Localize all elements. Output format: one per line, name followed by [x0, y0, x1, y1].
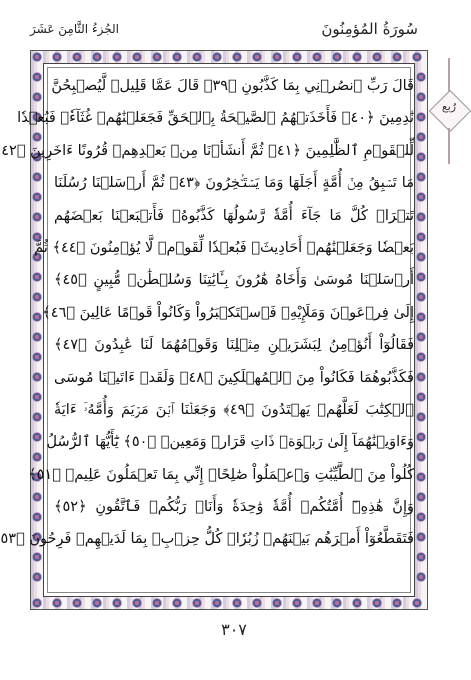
text-line: تَتۡرَاۖ كُلَّ مَا جَآءَ أُمَّةٗ رَّسُولُهَا كَذَّبُوهُۖ فَأَتۡبَعۡنَا بَعۡضَهُم	[54, 207, 414, 224]
surah-title: سُورَةُ المُؤمِنُونَ	[321, 20, 418, 38]
frame-rosette-icon	[92, 598, 102, 608]
text-line: ٱلۡكِتَٰبَ لَعَلَّهُمۡ يَهۡتَدُونَ ﴿٤٩﴾ وَجَعَلۡنَا ٱبۡنَ مَرۡيَمَ وَأُمَّهُۥٓ ءَايَةٗ	[54, 401, 414, 418]
frame-rosette-icon	[32, 52, 42, 62]
frame-rosette-icon	[252, 52, 262, 62]
frame-rosette-icon	[416, 332, 426, 342]
frame-rosette-icon	[272, 598, 282, 608]
frame-rosette-icon	[352, 598, 362, 608]
frame-rosette-icon	[32, 92, 42, 102]
frame-rosette-icon	[292, 52, 302, 62]
frame-rosette-icon	[52, 598, 62, 608]
text-line: أَرۡسَلۡنَا مُوسَىٰ وَأَخَاهُ هَٰرُونَ بِـَٔايَٰتِنَا وَسُلۡطَٰنٖ مُّبِينٍ ﴿٤٥﴾	[54, 272, 414, 289]
frame-rosette-icon	[332, 52, 342, 62]
frame-rosette-icon	[112, 52, 122, 62]
frame-rosette-icon	[72, 52, 82, 62]
frame-rosette-icon	[272, 52, 282, 62]
frame-rosette-icon	[416, 532, 426, 542]
text-line: فَكَذَّبُوهُمَا فَكَانُواْ مِنَ ٱلۡمُهۡلَكِينَ ﴿٤٨﴾ وَلَقَدۡ ءَاتَيۡنَا مُوسَى	[54, 369, 414, 386]
frame-rosette-icon	[232, 598, 242, 608]
frame-rosette-icon	[232, 52, 242, 62]
frame-rosette-icon	[32, 212, 42, 222]
page-number: ٣٠٧	[221, 620, 247, 639]
frame-rosette-icon	[312, 598, 322, 608]
frame-rosette-icon	[392, 52, 402, 62]
frame-rosette-icon	[32, 372, 42, 382]
frame-rosette-icon	[416, 492, 426, 502]
frame-rosette-icon	[416, 432, 426, 442]
frame-rosette-icon	[32, 272, 42, 282]
text-line: كُلُواْ مِنَ ٱلطَّيِّبَٰتِ وَٱعۡمَلُواْ صَٰلِحًاۖ إِنِّي بِمَا تَعۡمَلُونَ عَلِيمٞ ﴿٥١﴾	[28, 466, 414, 483]
frame-rosette-icon	[32, 598, 42, 608]
frame-rosette-icon	[252, 598, 262, 608]
frame-rosette-icon	[152, 598, 162, 608]
frame-rosette-icon	[416, 512, 426, 522]
frame-rosette-icon	[416, 72, 426, 82]
frame-rosette-icon	[312, 52, 322, 62]
text-line: وَءَاوَيۡنَٰهُمَآ إِلَىٰ رَبۡوَةٖ ذَاتِ قَرَارٖ وَمَعِينٖ ﴿٥٠﴾ يَٰٓأَيُّهَا ٱلرُّسُلُ	[46, 434, 414, 451]
frame-rosette-icon	[416, 292, 426, 302]
frame-rosette-icon	[416, 112, 426, 122]
frame-rosette-icon	[132, 52, 142, 62]
frame-rosette-icon	[416, 132, 426, 142]
frame-rosette-icon	[352, 52, 362, 62]
frame-rosette-icon	[32, 492, 42, 502]
frame-rosette-icon	[52, 52, 62, 62]
frame-rosette-icon	[372, 52, 382, 62]
frame-rosette-icon	[32, 172, 42, 182]
frame-rosette-icon	[32, 392, 42, 402]
text-line: فَتَقَطَّعُوٓاْ أَمۡرَهُم بَيۡنَهُمۡ زُبُرٗاۖ كُلُّ حِزۡبِۭ بِمَا لَدَيۡهِمۡ فَرِحُونَ ﴿٥٣	[0, 531, 414, 548]
frame-rosette-icon	[416, 92, 426, 102]
frame-rosette-icon	[32, 512, 42, 522]
frame-rosette-icon	[416, 252, 426, 262]
quran-text	[0, 70, 414, 598]
frame-rosette-icon	[32, 312, 42, 322]
frame-rosette-icon	[32, 292, 42, 302]
frame-rosette-icon	[32, 352, 42, 362]
frame-rosette-icon	[416, 472, 426, 482]
frame-rosette-icon	[416, 232, 426, 242]
frame-rosette-icon	[416, 192, 426, 202]
frame-rosette-icon	[92, 52, 102, 62]
text-line: وَإِنَّ هَٰذِهِۦٓ أُمَّتُكُمۡ أُمَّةٗ وَٰحِدَةٗ وَأَنَا۠ رَبُّكُمۡ فَٱتَّقُونِ ﴿٥٢﴾	[54, 499, 414, 516]
hizb-label: رُبع	[441, 100, 457, 113]
frame-rosette-icon	[72, 598, 82, 608]
frame-rosette-icon	[32, 72, 42, 82]
frame-rosette-icon	[212, 598, 222, 608]
frame-rosette-icon	[212, 52, 222, 62]
page-header	[30, 16, 438, 46]
frame-rosette-icon	[32, 332, 42, 342]
frame-rosette-icon	[416, 152, 426, 162]
frame-rosette-icon	[416, 392, 426, 402]
text-line: قَالَ رَبِّ ٱنصُرۡنِي بِمَا كَذَّبُونِ ﴿٣٩﴾ قَالَ عَمَّا قَلِيلٖ لَّيُصۡبِحُنَّ	[51, 78, 414, 94]
frame-rosette-icon	[132, 598, 142, 608]
text-line: بَعۡضٗا وَجَعَلۡنَٰهُمۡ أَحَادِيثَۚ فَبُعۡدٗا لِّقَوۡمٖ لَّا يُؤۡمِنُونَ ﴿٤٤﴾ ثُمَّ	[34, 239, 414, 256]
frame-rosette-icon	[332, 598, 342, 608]
frame-rosette-icon	[32, 192, 42, 202]
frame-rosette-icon	[416, 212, 426, 222]
frame-rosette-icon	[172, 598, 182, 608]
text-line: نَٰدِمِينَ ﴿٤٠﴾ فَأَخَذَتۡهُمُ ٱلصَّيۡحَةُ بِٱلۡحَقِّ فَجَعَلۡنَٰهُمۡ غُثَآءٗۚ فَبُعۡدٗا	[17, 110, 414, 127]
frame-rosette-icon	[32, 432, 42, 442]
frame-rosette-icon	[192, 598, 202, 608]
text-line: لِّلۡقَوۡمِ ٱلظَّٰلِمِينَ ﴿٤١﴾ ثُمَّ أَنشَأۡنَا مِنۢ بَعۡدِهِمۡ قُرُونًا ءَاخَرِينَ ﴿٤٢	[1, 142, 414, 159]
hizb-marker	[432, 58, 466, 168]
frame-rosette-icon	[412, 52, 422, 62]
text-line: إِلَىٰ فِرۡعَوۡنَ وَمَلَإِيْهِۦ فَٱسۡتَكۡبَرُواْ وَكَانُواْ قَوۡمًا عَالِينَ ﴿٤٦﴾	[42, 304, 414, 321]
frame-rosette-icon	[32, 572, 42, 582]
frame-rosette-icon	[416, 272, 426, 282]
frame-rosette-icon	[412, 598, 422, 608]
frame-rosette-icon	[416, 352, 426, 362]
frame-rosette-icon	[416, 172, 426, 182]
frame-rosette-icon	[152, 52, 162, 62]
frame-rosette-icon	[416, 312, 426, 322]
frame-rosette-icon	[416, 412, 426, 422]
frame-rosette-icon	[416, 572, 426, 582]
frame-rosette-icon	[32, 412, 42, 422]
frame-rosette-icon	[416, 452, 426, 462]
frame-rosette-icon	[372, 598, 382, 608]
frame-rosette-icon	[292, 598, 302, 608]
frame-rosette-icon	[416, 552, 426, 562]
hizb-ornament-bottom	[448, 128, 450, 164]
frame-rosette-icon	[172, 52, 182, 62]
frame-rosette-icon	[112, 598, 122, 608]
frame-rosette-icon	[392, 598, 402, 608]
text-line: فَقَالُوٓاْ أَنُؤۡمِنُ لِبَشَرَيۡنِ مِثۡلِنَا وَقَوۡمُهُمَا لَنَا عَٰبِدُونَ ﴿٤٧﴾	[54, 337, 414, 354]
text-line: مَا تَسۡبِقُ مِنۡ أُمَّةٍ أَجَلَهَا وَمَا يَسۡتَـٔۡخِرُونَ ﴿٤٣﴾ ثُمَّ أَرۡسَلۡنَا رُسُلَنَا	[54, 175, 414, 192]
frame-rosette-icon	[416, 372, 426, 382]
juz-title: الجُزءُ الثَّامِنَ عَشَرَ	[30, 22, 119, 36]
frame-rosette-icon	[192, 52, 202, 62]
